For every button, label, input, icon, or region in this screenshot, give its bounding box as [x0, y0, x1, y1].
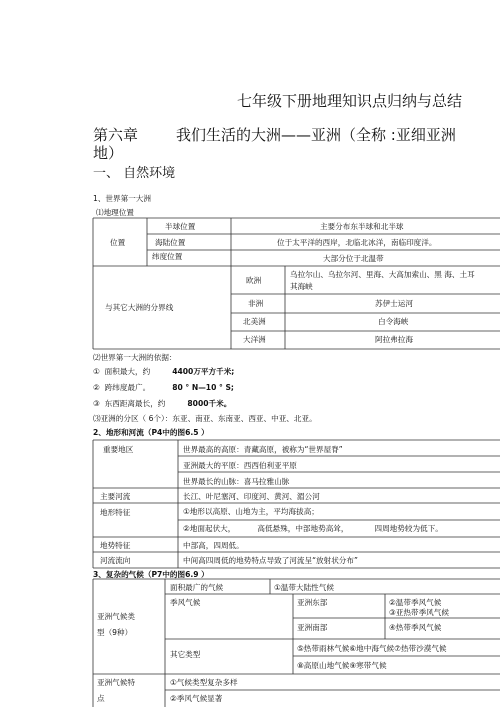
cell-important-label: 重要地区	[103, 445, 134, 454]
page-title: 七年级下册地理知识点归纳与总结	[237, 92, 463, 110]
cell-sa-1: ④热带季风气候	[389, 623, 442, 632]
cell-other-1: ⑤热带雨林气候⑥地中海气候⑦热带沙漠气候	[297, 644, 447, 653]
cell-flow-label: 河流流向	[100, 556, 131, 565]
cell-feature-1: ①气候类型复杂多样	[170, 678, 238, 687]
cell-important-1: 世界最高的高原：青藏高原，被称为“世界屋脊”	[183, 445, 343, 454]
cell-hemisphere-value: 主要分布东半球和北半球	[320, 222, 404, 231]
cell-sealand-value: 位于太平洋的西岸，北临北冰洋，南临印度洋。	[277, 238, 437, 247]
cell-rivers-label: 主要河流	[100, 492, 131, 501]
cell-boundary-label: 与其它大洲的分界线	[105, 303, 174, 312]
cell-slope-value: 中部高，四周低。	[183, 541, 244, 550]
subheading-location: ⑴地理位置	[96, 208, 134, 217]
subheading-2: 2、地形和河流（P4中的图6.5 ）	[93, 428, 209, 437]
basis-item-2: ② 跨纬度最广。 80 ° N—10 ° S;	[93, 383, 234, 392]
cell-rivers-value: 长江、叶尼塞河、印度河、黄河、湄公河	[183, 492, 320, 501]
regions-line: ⑶亚洲的分区（ 6个）：东亚、南亚、东南亚、西亚、中亚、北亚。	[93, 414, 317, 423]
cell-latitude-value: 大部分位于北温带	[323, 254, 384, 263]
cell-sealand-label: 海陆位置	[155, 238, 186, 247]
cell-boundary-europe-cont: 其海峡	[290, 282, 313, 291]
cell-important-2: 亚洲最大的平原：西西伯利亚平原	[183, 461, 297, 470]
cell-boundary-africa: 苏伊士运河	[375, 299, 413, 308]
cell-latitude-label: 纬度位置	[152, 252, 183, 261]
cell-important-3: 世界最长的山脉：喜马拉雅山脉	[183, 477, 290, 486]
basis-item-1: ① 面积最大，约 4400万平方千米;	[93, 367, 235, 376]
cell-largest-area: 面积最广的气候	[170, 583, 224, 592]
cell-types-label: 亚洲气候类	[97, 612, 135, 621]
chapter-name-cont: 地）	[93, 144, 124, 162]
cell-types-label-cont: 型（9种）	[97, 628, 133, 637]
cell-east-asia: 亚洲东部	[297, 598, 328, 607]
chapter-name: 我们生活的大洲——亚洲（全称 :亚细亚洲	[176, 126, 456, 144]
cell-ea-2: ③亚热带季风气候	[389, 608, 449, 617]
cell-terrain-1: ①地形以高原、山地为主，平均海拔高；	[183, 507, 319, 516]
cell-boundary-europe: 乌拉尔山、乌拉尔河、里海、大高加索山、黑 海、土耳	[290, 270, 475, 279]
cell-hemisphere-label: 半球位置	[165, 222, 196, 231]
cell-continent-africa: 非洲	[248, 299, 264, 308]
cell-other-types: 其它类型	[170, 650, 201, 659]
chapter-number: 第六章	[93, 126, 139, 144]
cell-flow-value: 中间高四周低的地势特点导致了河流呈“放射状分布”	[183, 556, 358, 565]
cell-ea-1: ②温带季风气候	[389, 598, 442, 607]
cell-south-asia: 亚洲南部	[297, 623, 328, 632]
subheading-1: 1、世界第一大洲	[93, 194, 151, 203]
section-heading: 一、 自然环境	[93, 166, 176, 181]
cell-terrain-label: 地形特征	[100, 508, 131, 517]
cell-boundary-oceania: 阿拉弗拉海	[375, 335, 413, 344]
cell-features-label-cont: 点	[97, 694, 105, 703]
basis-heading: ⑵世界第一大洲的依据：	[93, 353, 177, 362]
cell-continent-north-america: 北美洲	[243, 317, 266, 326]
cell-features-label: 亚洲气候特	[97, 678, 135, 687]
cell-feature-2: ②季风气候显著	[170, 694, 223, 703]
cell-position-label: 位置	[110, 238, 126, 247]
cell-continent-oceania: 大洋洲	[243, 335, 266, 344]
cell-monsoon: 季风气候	[170, 598, 201, 607]
cell-other-2: ⑧高原山地气候⑨寒带气候	[297, 661, 387, 670]
cell-continent-europe: 欧洲	[246, 276, 262, 285]
cell-terrain-2: ②地面起伏大， 高低悬殊，中部地势高耸， 四周地势较为低下。	[183, 524, 443, 533]
cell-boundary-north-america: 白令海峡	[378, 317, 409, 326]
basis-item-3: ③ 东西距离最长，约 8000千米。	[93, 399, 232, 408]
cell-temperate-continental: ①温带大陆性气候	[274, 583, 334, 592]
cell-slope-label: 地势特征	[100, 541, 131, 550]
subheading-3: 3、复杂的气候（P7中的图6.9 ）	[93, 570, 209, 579]
